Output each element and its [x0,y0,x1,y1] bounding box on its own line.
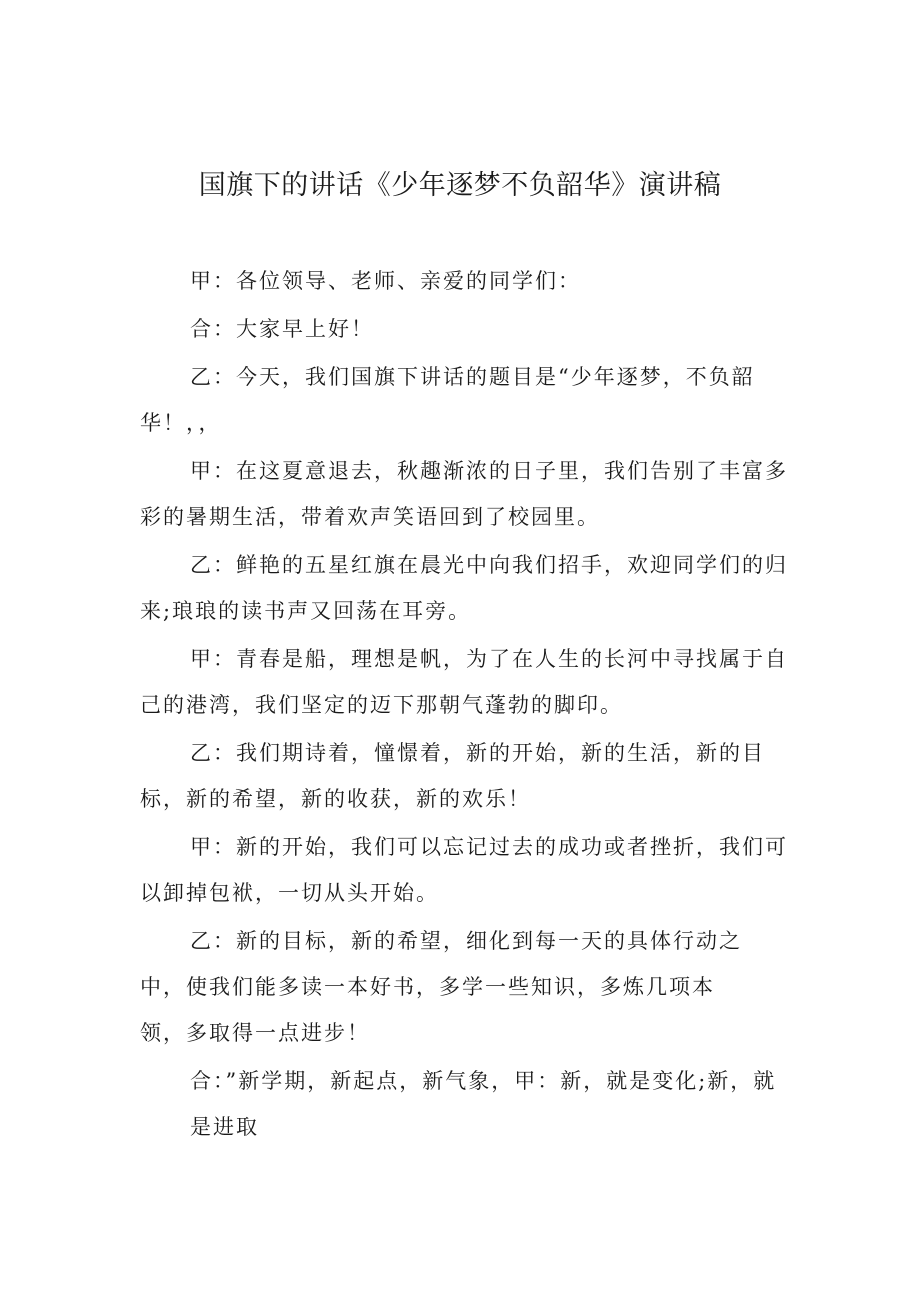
paragraph-3: 乙：今天，我们国旗下讲话的题目是“少年逐梦，不负韶华！，， [140,365,755,435]
document-title: 国旗下的讲话《少年逐梦不负韶华》演讲稿 [198,170,722,201]
paragraph-10: 合：”新学期，新起点，新气象，甲：新，就是变化;新，就是进取 [190,1069,777,1139]
paragraph-1: 甲：各位领导、老师、亲爱的同学们： [190,269,581,293]
paragraph-7: 乙：我们期诗着，憧憬着，新的开始，新的生活，新的目标，新的希望，新的收获，新的欢乐！ [140,741,765,811]
paragraph-8: 甲：新的开始，我们可以忘记过去的成功或者挫折，我们可以卸掉包袱，一切从头开始。 [140,835,788,905]
paragraph-2: 合：大家早上好！ [190,317,374,341]
paragraph-4: 甲：在这夏意退去，秋趣渐浓的日子里，我们告别了丰富多彩的暑期生活，带着欢声笑语回到了校园里。 [140,459,788,529]
document-body [140,258,790,1152]
paragraph-9: 乙：新的目标，新的希望，细化到每一天的具体行动之中，使我们能多读一本好书，多学一些知识，多炼几项本领，多取得一点进步！ [140,929,742,1045]
paragraph-6: 甲：青春是船，理想是帆，为了在人生的长河中寻找属于自己的港湾，我们坚定的迈下那朝气蓬勃的脚印。 [140,647,788,717]
paragraph-5: 乙：鲜艳的五星红旗在晨光中向我们招手，欢迎同学们的归来;琅琅的读书声又回荡在耳旁。 [140,553,788,623]
